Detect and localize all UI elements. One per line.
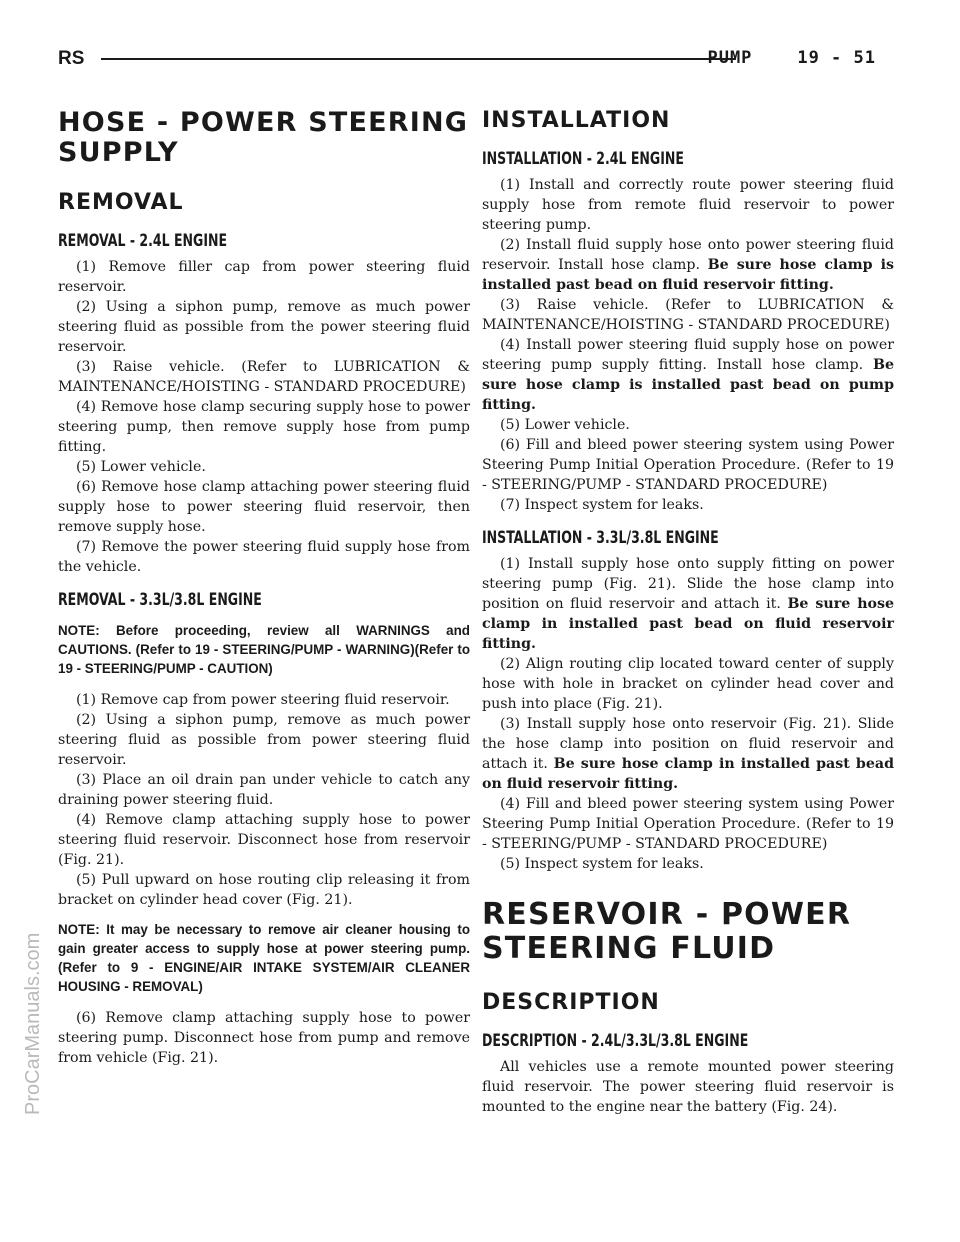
step-text: (2) Install fluid supply hose onto power steering fluid reservoir. Install hose clamp. bbox=[482, 237, 894, 273]
note: NOTE: Before proceeding, review all WARNINGS and CAUTIONS. (Refer to 19 - STEERING/PUMP - WARNING)(Refer to 19 - STEERING/PUMP - CAUTION) bbox=[58, 623, 470, 676]
subheading-install-24: INSTALLATION - 2.4L ENGINE bbox=[482, 149, 684, 169]
right-column bbox=[482, 108, 894, 1117]
note: NOTE: It may be necessary to remove air cleaner housing to gain greater access to supply hose at power steering pump. (Refer to 9 - ENGINE/AIR INTAKE SYSTEM/AIR CLEANER HOUSING - REMOVAL) bbox=[58, 922, 470, 994]
subheading-install-33: INSTALLATION - 3.3L/3.8L ENGINE bbox=[482, 528, 719, 548]
step: (2) Align routing clip located toward center of supply hose with hole in bracket on cylinder head cover and push into place (Fig. 21). bbox=[482, 656, 894, 712]
step: (3) Place an oil drain pan under vehicle to catch any draining power steering fluid. bbox=[58, 772, 470, 808]
subheading-description: DESCRIPTION - 2.4L/3.3L/3.8L ENGINE bbox=[482, 1031, 749, 1051]
step: (5) Pull upward on hose routing clip releasing it from bracket on cylinder head cover (Fig. 21). bbox=[58, 872, 470, 908]
watermark: ProCarManuals.com bbox=[22, 932, 44, 1115]
step: (4) Remove clamp attaching supply hose to power steering fluid reservoir. Disconnect hose from reservoir (Fig. 21). bbox=[58, 812, 470, 868]
subheading-removal-33: REMOVAL - 3.3L/3.8L ENGINE bbox=[58, 590, 262, 610]
step: (6) Remove hose clamp attaching power steering fluid supply hose to power steering fluid reservoir, then remove supply hose. bbox=[58, 479, 470, 535]
step-text: (3) Install supply hose onto reservoir (Fig. 21). Slide the hose clamp into position on fluid reservoir and attach it. bbox=[482, 716, 894, 772]
step: (7) Remove the power steering fluid supply hose from the vehicle. bbox=[58, 539, 470, 575]
left-column bbox=[58, 108, 470, 1068]
step: (1) Remove filler cap from power steering fluid reservoir. bbox=[58, 259, 470, 295]
heading-removal: REMOVAL bbox=[58, 190, 184, 215]
subheading-removal-24: REMOVAL - 2.4L ENGINE bbox=[58, 231, 228, 251]
step: (4) Fill and bleed power steering system using Power Steering Pump Initial Operation Procedure. (Refer to 19 - STEERING/PUMP - STANDARD PROCEDURE) bbox=[482, 796, 894, 852]
paragraph: All vehicles use a remote mounted power steering fluid reservoir. The power steering fluid reservoir is mounted to the engine near the battery (Fig. 24). bbox=[482, 1059, 894, 1115]
step: (5) Lower vehicle. bbox=[76, 459, 206, 475]
step: (3) Raise vehicle. (Refer to LUBRICATION & MAINTENANCE/HOISTING - STANDARD PROCEDURE) bbox=[58, 359, 470, 395]
step-text: (4) Install power steering fluid supply hose on power steering pump supply fitting. Install hose clamp. bbox=[482, 337, 894, 373]
step bbox=[482, 235, 894, 295]
section-title-hose: HOSE - POWER STEERING SUPPLY bbox=[58, 107, 469, 168]
step: (1) Install and correctly route power steering fluid supply hose from remote fluid reservoir to power steering pump. bbox=[482, 177, 894, 233]
step: (4) Remove hose clamp securing supply hose to power steering pump, then remove supply hose from pump fitting. bbox=[58, 399, 470, 455]
step: (3) Raise vehicle. (Refer to LUBRICATION & MAINTENANCE/HOISTING - STANDARD PROCEDURE) bbox=[482, 297, 894, 333]
section-title-reservoir: RESERVOIR - POWER STEERING FLUID bbox=[482, 897, 852, 966]
step: (5) Inspect system for leaks. bbox=[500, 856, 704, 872]
step-emphasis: Be sure hose clamp in installed past bead on fluid reservoir fitting. bbox=[482, 756, 894, 792]
header-page-number: PUMP 19 - 51 bbox=[707, 48, 876, 68]
step: (5) Lower vehicle. bbox=[500, 417, 630, 433]
step bbox=[482, 335, 894, 415]
step-emphasis: Be sure hose clamp is installed past bead on fluid reservoir fitting. bbox=[482, 257, 895, 293]
step-emphasis: Be sure hose clamp is installed past bead on pump fitting. bbox=[482, 357, 894, 413]
step: (6) Remove clamp attaching supply hose to power steering pump. Disconnect hose from pump and remove from vehicle (Fig. 21). bbox=[58, 1010, 470, 1066]
header-rule bbox=[101, 58, 736, 60]
step: (7) Inspect system for leaks. bbox=[500, 497, 704, 513]
heading-description: DESCRIPTION bbox=[482, 990, 660, 1015]
step: (1) Remove cap from power steering fluid reservoir. bbox=[76, 692, 450, 708]
heading-installation: INSTALLATION bbox=[482, 108, 671, 133]
step: (2) Using a siphon pump, remove as much power steering fluid as possible from power steering fluid reservoir. bbox=[58, 712, 470, 768]
page-header bbox=[58, 44, 876, 72]
step: (6) Fill and bleed power steering system using Power Steering Pump Initial Operation Procedure. (Refer to 19 - STEERING/PUMP - STANDARD PROCEDURE) bbox=[482, 437, 894, 493]
step: (2) Using a siphon pump, remove as much power steering fluid as possible from the power steering fluid reservoir. bbox=[58, 299, 470, 355]
header-section-code: RS bbox=[58, 48, 85, 69]
step bbox=[482, 554, 894, 654]
step bbox=[482, 714, 894, 794]
step-emphasis: Be sure hose clamp in installed past bead on fluid reservoir fitting. bbox=[482, 596, 895, 652]
step-text: (1) Install supply hose onto supply fitting on power steering pump (Fig. 21). Slide the hose clamp into position on fluid reservoir and attach it. bbox=[482, 556, 894, 612]
